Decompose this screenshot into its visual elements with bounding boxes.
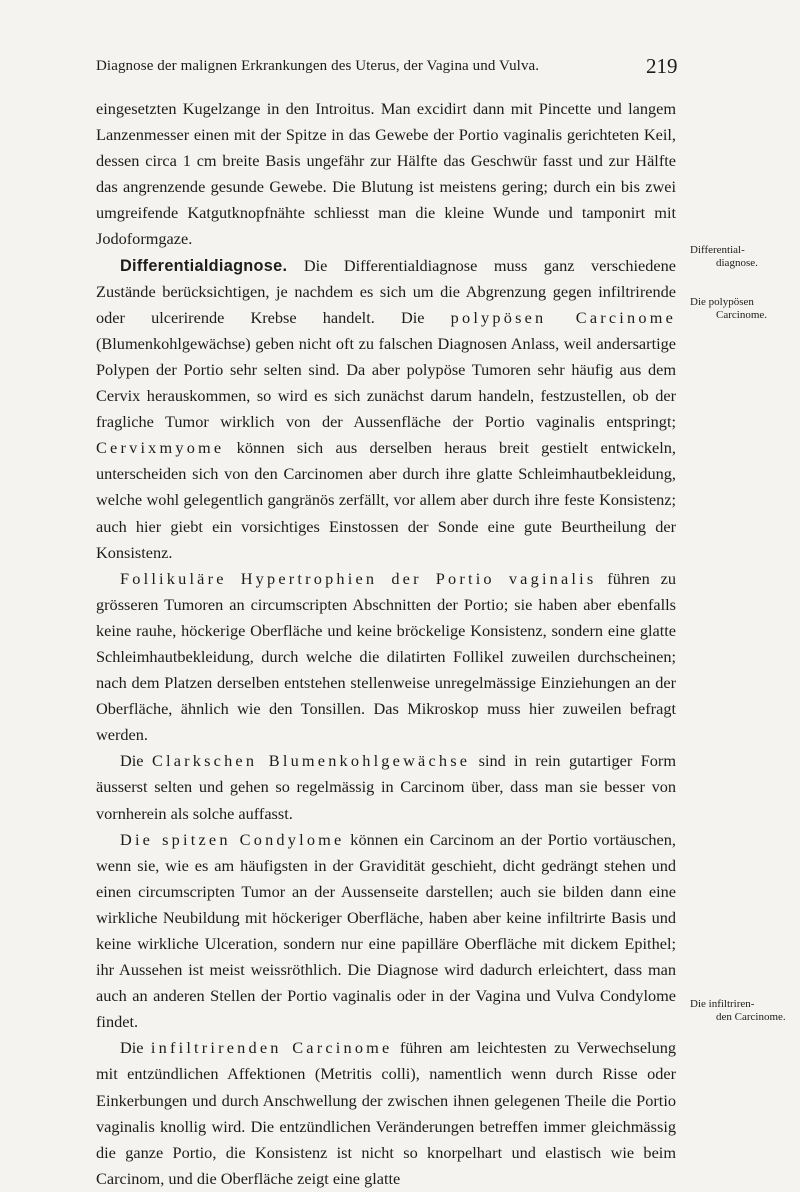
- main-text: [96, 96, 676, 1192]
- text-run: können ein Carcinom an der Portio vortäuschen, wenn sie, wie es am häufigsten in der Gravidität geschieht, dicht gedrängt stehen und einen circumscripten Tumor an der Aussenseite darstellen; auch sie bilden dann eine wirkliche Neubildung mit höckeriger Oberfläche, haben aber keine infiltrirte Basis und keine wirkliche Ulceration, sondern nur eine papilläre Oberfläche mit dickem Epithel; ihr Aussehen ist meist weissröthlich. Die Diagnose wird dadurch erleichtert, dass man auch an anderen Stellen der Portio vaginalis oder in der Vagina und Vulva Condylome findet.: [96, 829, 676, 1032]
- running-header: Diagnose der malignen Erkrankungen des Uterus, der Vagina und Vulva.: [96, 58, 540, 74]
- margin-note-line: Die infiltriren-: [690, 998, 755, 1010]
- text-run: Die: [120, 1038, 151, 1058]
- margin-note-line: diagnose.: [716, 257, 758, 269]
- margin-note-line: Carcinome.: [716, 309, 768, 321]
- text-run: sind in rein gutartiger Form äusserst selten und gehen so regelmässig in Carcinom über, dass man sie besser von vornherein als solche auffasst.: [96, 751, 676, 823]
- spaced-term: Die spitzen Condylome: [120, 829, 345, 849]
- spaced-term: infiltrirenden Carcinome: [150, 1038, 393, 1058]
- section-heading: Differentialdiagnose.: [120, 256, 288, 275]
- margin-note-line: Die polypösen: [690, 296, 754, 308]
- paragraph-condylome: [96, 827, 676, 1036]
- paragraph-infiltrirende: [96, 1035, 676, 1192]
- spaced-term: Follikuläre Hypertrophien der Portio vaginalis: [120, 568, 597, 588]
- margin-note-differentialdiagnose: [690, 244, 786, 270]
- text-run: Die Differentialdiagnose muss ganz verschiedene Zustände berücksichtigen, je nachdem es sich um die Abgrenzung gegen infiltrirende oder ulcerirende Krebse handelt. Die: [96, 255, 676, 327]
- margin-note-infiltrirende: [690, 998, 786, 1024]
- text-run: (Blumenkohlgewächse) geben nicht oft zu falschen Diagnosen Anlass, weil andersartige Polypen der Portio sehr selten sind. Da aber polypöse Tumoren sehr häufig aus dem Cervix herauskommen, so wird es sich zunächst darum handeln, festzustellen, ob der fragliche Tumor wirklich von der Aussenfläche der Portio vaginalis entspringt;: [96, 333, 676, 432]
- paragraph-1: eingesetzten Kugelzange in den Introitus. Man excidirt dann mit Pincette und langem Lanzenmesser einen mit der Spitze in das Gewebe der Portio vaginalis gerichteten Keil, dessen circa 1 cm breite Basis ungefähr zur Hälfte das Geschwür fasst und zur Hälfte das angrenzende gesunde Gewebe. Die Blutung ist meistens gering; durch ein bis zwei umgreifende Katgutknopfnähte schliesst man die kleine Wunde und tamponirt mit Jodoformgaze.: [96, 99, 676, 249]
- spaced-term: polypösen Carcinome: [450, 307, 676, 327]
- paragraph-differentialdiagnose: [96, 253, 676, 566]
- text-run: führen zu grösseren Tumoren an circumscripten Abschnitten der Portio; sie haben aber ebenfalls keine rauhe, höckerige Oberfläche und keine bröckelige Konsistenz, sondern eine glatte Schleimhautbekleidung, durch welche die dilatirten Follikel zuweilen durchscheinen; nach dem Platzen derselben entstehen stellenweise unregelmässige Einziehungen an der Oberfläche, ähnlich wie den Tonsillen. Das Mikroskop muss hier zuweilen befragt werden.: [96, 568, 677, 745]
- spaced-term: Clarkschen Blumenkohlgewächse: [151, 751, 471, 771]
- margin-note-line: den Carcinome.: [716, 1011, 786, 1023]
- text-run: können sich aus derselben heraus breit gestielt entwickeln, unterscheiden sich von den Carcinomen aber durch ihre glatte Schleimhautbekleidung, welche wohl gelegentlich gangränös zerfällt, vor allem aber durch ihre feste Konsistenz; auch hier giebt ein vorsichtiges Einstossen der Sonde eine gute Beurtheilung der Konsistenz.: [96, 438, 676, 562]
- text-run: führen am leichtesten zu Verwechselung mit entzündlichen Affektionen (Metritis colli), namentlich wenn durch Risse oder Einkerbungen und durch Anschwellung der zwischen ihnen gelegenen Theile die Portio vaginalis knollig wird. Die entzündlichen Veränderungen betreffen immer gleichmässig die ganze Portio, die Konsistenz ist nicht so knorpelhart und elastisch wie beim Carcinom, und die Oberfläche zeigt eine glatte: [96, 1038, 676, 1188]
- margin-note-line: Differential-: [690, 244, 745, 256]
- text-run: Die: [120, 751, 152, 771]
- page-number: 219: [646, 54, 678, 78]
- paragraph-clark: [96, 748, 676, 826]
- spaced-term: Cervixmyome: [96, 438, 225, 458]
- paragraph-follikulaere: [96, 566, 676, 749]
- margin-note-polyposen: [690, 296, 786, 322]
